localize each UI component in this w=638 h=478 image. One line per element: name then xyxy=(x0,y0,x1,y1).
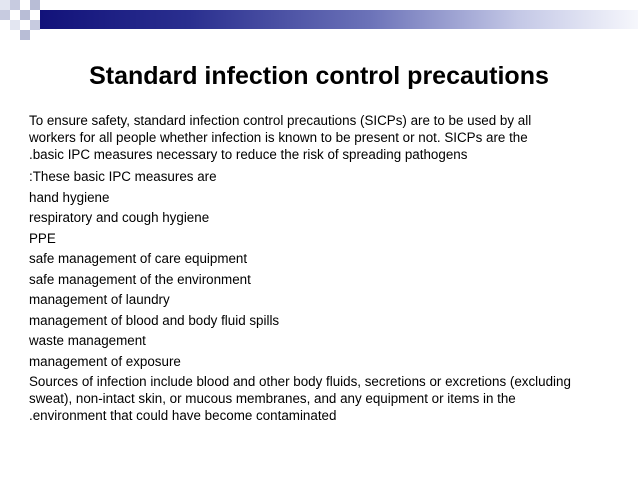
measure-item: waste management xyxy=(29,333,146,348)
intro-line: To ensure safety, standard infection control precautions (SICPs) are to be used by all xyxy=(29,113,532,128)
intro-line: .basic IPC measures necessary to reduce the risk of spreading pathogens xyxy=(29,147,468,162)
slide-body xyxy=(29,112,619,428)
sources-paragraph xyxy=(29,373,619,424)
decor-square xyxy=(10,20,20,30)
intro-line: workers for all people whether infection is known to be present or not. SICPs are the xyxy=(29,130,528,145)
measure-item: respiratory and cough hygiene xyxy=(29,210,210,225)
decor-square xyxy=(20,10,30,20)
measure-item: management of exposure xyxy=(29,353,181,369)
sources-line: sweat), non-intact skin, or mucous membranes, and any equipment or items in the xyxy=(29,391,516,406)
slide-title: Standard infection control precautions xyxy=(89,62,549,90)
measure-item: safe management of the environment xyxy=(29,271,251,287)
measure-item: management of laundry xyxy=(29,292,170,307)
intro-paragraph xyxy=(29,112,619,163)
decor-square xyxy=(30,20,40,30)
header-gradient-bar xyxy=(40,10,638,29)
decor-square xyxy=(0,10,10,20)
measure-item: safe management of care equipment xyxy=(29,251,248,266)
decor-square xyxy=(0,0,10,10)
decor-square xyxy=(10,0,20,10)
header-decoration xyxy=(0,0,638,40)
measure-item: PPE xyxy=(29,230,56,246)
sources-line: Sources of infection include blood and other body fluids, secretions or excretions (excluding xyxy=(29,374,571,389)
decor-square xyxy=(30,0,40,10)
sources-line: .environment that could have become contaminated xyxy=(29,408,337,423)
list-heading: :These basic IPC measures are xyxy=(29,169,217,184)
decor-square xyxy=(20,30,30,40)
measure-item: management of blood and body fluid spills xyxy=(29,312,280,328)
measure-item: hand hygiene xyxy=(29,189,110,205)
